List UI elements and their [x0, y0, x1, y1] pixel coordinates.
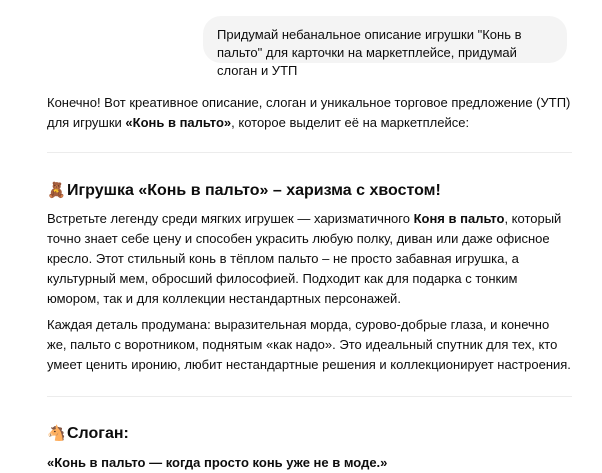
- description-paragraph-1: [47, 209, 572, 309]
- section-divider: [47, 152, 572, 153]
- section-heading-text: Слоган:: [67, 425, 129, 442]
- intro-product-name: «Конь в пальто»: [125, 115, 232, 130]
- user-message-bubble: [203, 16, 567, 78]
- teddy-bear-icon: 🧸: [47, 182, 66, 199]
- section-divider: [47, 396, 572, 397]
- slogan-text: «Конь в пальто — когда просто конь уже не в моде.»: [47, 455, 388, 470]
- intro-text-start: Конечно! Вот креативное описание, слоган и уникальное торговое предложение (УТП) для игрушки: [47, 95, 571, 130]
- section-heading-description: [47, 180, 572, 202]
- user-message-text: Придумай небанальное описание игрушки "Конь в пальто" для карточки на маркетплейсе, придумай слоган и УТП: [217, 27, 522, 78]
- assistant-message: [47, 93, 572, 473]
- intro-text-end: , которое выделит её на маркетплейсе:: [231, 115, 470, 130]
- description-product-name: Коня в пальто: [413, 211, 505, 226]
- section-heading-text: Игрушка «Конь в пальто» – харизма с хвостом!: [67, 182, 441, 199]
- section-heading-slogan: [47, 423, 572, 445]
- description-text-start: Встретьте легенду среди мягких игрушек — харизматичного: [47, 211, 414, 226]
- description-text-end: , который точно знает себе цену и способен украсить любую полку, диван или даже офисное кресло. Этот стильный конь в тёплом пальто – не просто забавная игрушка, а культурный мем, обросший философией. Подходит как для подарка с тонким юмором, так и для коллекции нестандартных персонажей.: [47, 211, 562, 306]
- horse-icon: 🐴: [47, 425, 66, 442]
- intro-paragraph: [47, 93, 572, 133]
- description-paragraph-2: Каждая деталь продумана: выразительная морда, сурово-добрые глаза, и конечно же, пальто с воротником, поднятым «как надо». Это идеальный спутник для тех, кто умеет ценить иронию, любит нестандартные решения и коллекционирует настроения.: [47, 317, 571, 372]
